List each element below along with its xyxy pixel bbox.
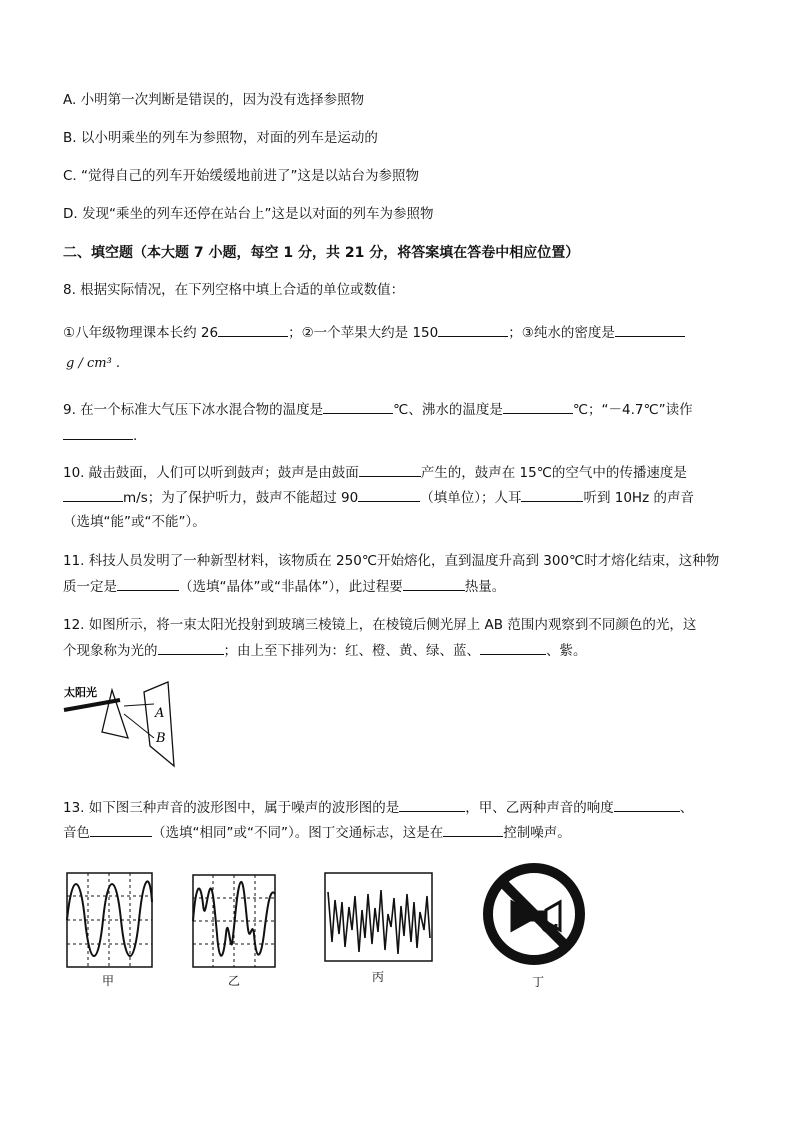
q10-blank-3[interactable] bbox=[358, 487, 420, 502]
caption-ding: 丁 bbox=[532, 975, 545, 989]
q10-blank-1[interactable] bbox=[359, 462, 421, 477]
q10-part1: 10. 敲击鼓面，人们可以听到鼓声；鼓声是由鼓面 bbox=[63, 465, 359, 481]
q12-part4: 、紫。 bbox=[546, 643, 587, 659]
q12-blank-2[interactable] bbox=[480, 640, 546, 655]
q12-part3: ；由上至下排列为：红、橙、黄、绿、蓝、 bbox=[223, 643, 480, 659]
label-b: B bbox=[156, 731, 166, 746]
q12-line2 bbox=[63, 640, 587, 661]
q13-blank-1[interactable] bbox=[399, 797, 465, 812]
option-d: D. 发现“乘坐的列车还停在站台上”这是以对面的列车为参照物 bbox=[63, 206, 434, 222]
q11-line2 bbox=[63, 576, 505, 597]
q10-part4: （填单位）；人耳 bbox=[420, 490, 522, 506]
q13-part1: 13. 如下图三种声音的波形图中，属于噪声的波形图的是 bbox=[63, 800, 400, 816]
q8-blank-1[interactable] bbox=[218, 322, 288, 337]
q11-blank-2[interactable] bbox=[403, 576, 465, 591]
q9-line bbox=[63, 399, 693, 420]
q13-part4: 音色 bbox=[63, 825, 90, 841]
option-b: B. 以小明乘坐的列车为参照物，对面的列车是运动的 bbox=[63, 130, 378, 146]
q9-part2: ℃、沸水的温度是 bbox=[393, 402, 503, 418]
q10-blank-2[interactable] bbox=[63, 487, 123, 502]
prism-diagram bbox=[62, 680, 192, 770]
option-c: C. “觉得自己的列车开始缓缓地前进了”这是以站台为参照物 bbox=[63, 168, 419, 184]
q8-stem: 8. 根据实际情况，在下列空格中填上合适的单位或数值： bbox=[63, 282, 405, 298]
q13-part3: 、 bbox=[679, 800, 694, 816]
caption-yi: 乙 bbox=[228, 974, 241, 988]
q10-line2 bbox=[63, 487, 694, 508]
no-horn-sign bbox=[482, 862, 586, 966]
q9-part1: 9. 在一个标准大气压下冰水混合物的温度是 bbox=[63, 402, 324, 418]
q8-blank-2[interactable] bbox=[438, 322, 508, 337]
q8-unit: g / cm³ . bbox=[66, 356, 121, 371]
q11-part4: 热量。 bbox=[464, 579, 506, 595]
q10-blank-4[interactable] bbox=[521, 487, 583, 502]
q13-blank-3[interactable] bbox=[90, 822, 152, 837]
waveform-jia bbox=[66, 872, 153, 968]
q13-line1 bbox=[63, 797, 693, 818]
q9-end: . bbox=[133, 428, 138, 444]
q9-blank-3[interactable] bbox=[63, 425, 133, 440]
q12-line1: 12. 如图所示，将一束太阳光投射到玻璃三棱镜上，在棱镜后侧光屏上 AB 范围内观察到不同颜色的光，这 bbox=[63, 617, 697, 633]
q10-part5: 听到 10Hz 的声音 bbox=[583, 490, 694, 506]
q11-part2: 质一定是 bbox=[63, 579, 117, 595]
q9-part3: ℃；“－4.7℃”读作 bbox=[572, 402, 693, 418]
q11-part3: （选填“晶体”或“非晶体”），此过程要 bbox=[179, 579, 403, 595]
light-screen bbox=[144, 682, 174, 766]
q9-blank-1[interactable] bbox=[323, 399, 393, 414]
caption-bing: 丙 bbox=[372, 970, 385, 984]
q11-line1: 11. 科技人员发明了一种新型材料，该物质在 250℃开始熔化，直到温度升高到 300℃时才熔化结束，这种物 bbox=[63, 553, 720, 569]
refracted-ray-bottom bbox=[124, 714, 154, 738]
q13-line2 bbox=[63, 822, 571, 843]
q10-part2: 产生的，鼓声在 15℃的空气中的传播速度是 bbox=[420, 465, 687, 481]
sunlight-beam bbox=[64, 700, 120, 710]
q10-line3: （选填“能”或“不能”）。 bbox=[63, 514, 206, 530]
q9-line2 bbox=[63, 425, 137, 446]
q8-part3: ；③纯水的密度是 bbox=[508, 325, 615, 341]
caption-jia: 甲 bbox=[102, 974, 115, 988]
q12-part2: 个现象称为光的 bbox=[63, 643, 158, 659]
option-a: A. 小明第一次判断是错误的，因为没有选择参照物 bbox=[63, 92, 365, 108]
q13-part2: ，甲、乙两种声音的响度 bbox=[465, 800, 614, 816]
q8-part2: ；②一个苹果大约是 150 bbox=[288, 325, 439, 341]
q13-part6: 控制噪声。 bbox=[503, 825, 571, 841]
q8-part1: ①八年级物理课本长约 26 bbox=[63, 325, 219, 341]
prism-figure bbox=[62, 680, 192, 770]
q13-blank-2[interactable] bbox=[614, 797, 680, 812]
label-a: A bbox=[155, 706, 165, 721]
q12-blank-1[interactable] bbox=[158, 640, 224, 655]
waveform-yi bbox=[192, 874, 276, 968]
section-title: 二、填空题（本大题 7 小题，每空 1 分，共 21 分，将答案填在答卷中相应位置） bbox=[63, 245, 580, 261]
q8-blank-3[interactable] bbox=[615, 322, 685, 337]
sunlight-label: 太阳光 bbox=[64, 686, 97, 699]
q9-blank-2[interactable] bbox=[503, 399, 573, 414]
q10-part3: m/s；为了保护听力，鼓声不能超过 90 bbox=[123, 490, 359, 506]
q13-part5: （选填“相同”或“不同”）。图丁交通标志，这是在 bbox=[152, 825, 444, 841]
q8-line bbox=[63, 322, 685, 343]
q13-blank-4[interactable] bbox=[443, 822, 503, 837]
refracted-ray-top bbox=[124, 704, 154, 706]
q11-blank-1[interactable] bbox=[117, 576, 179, 591]
waveform-bing bbox=[324, 872, 433, 962]
q10-line1 bbox=[63, 462, 687, 483]
